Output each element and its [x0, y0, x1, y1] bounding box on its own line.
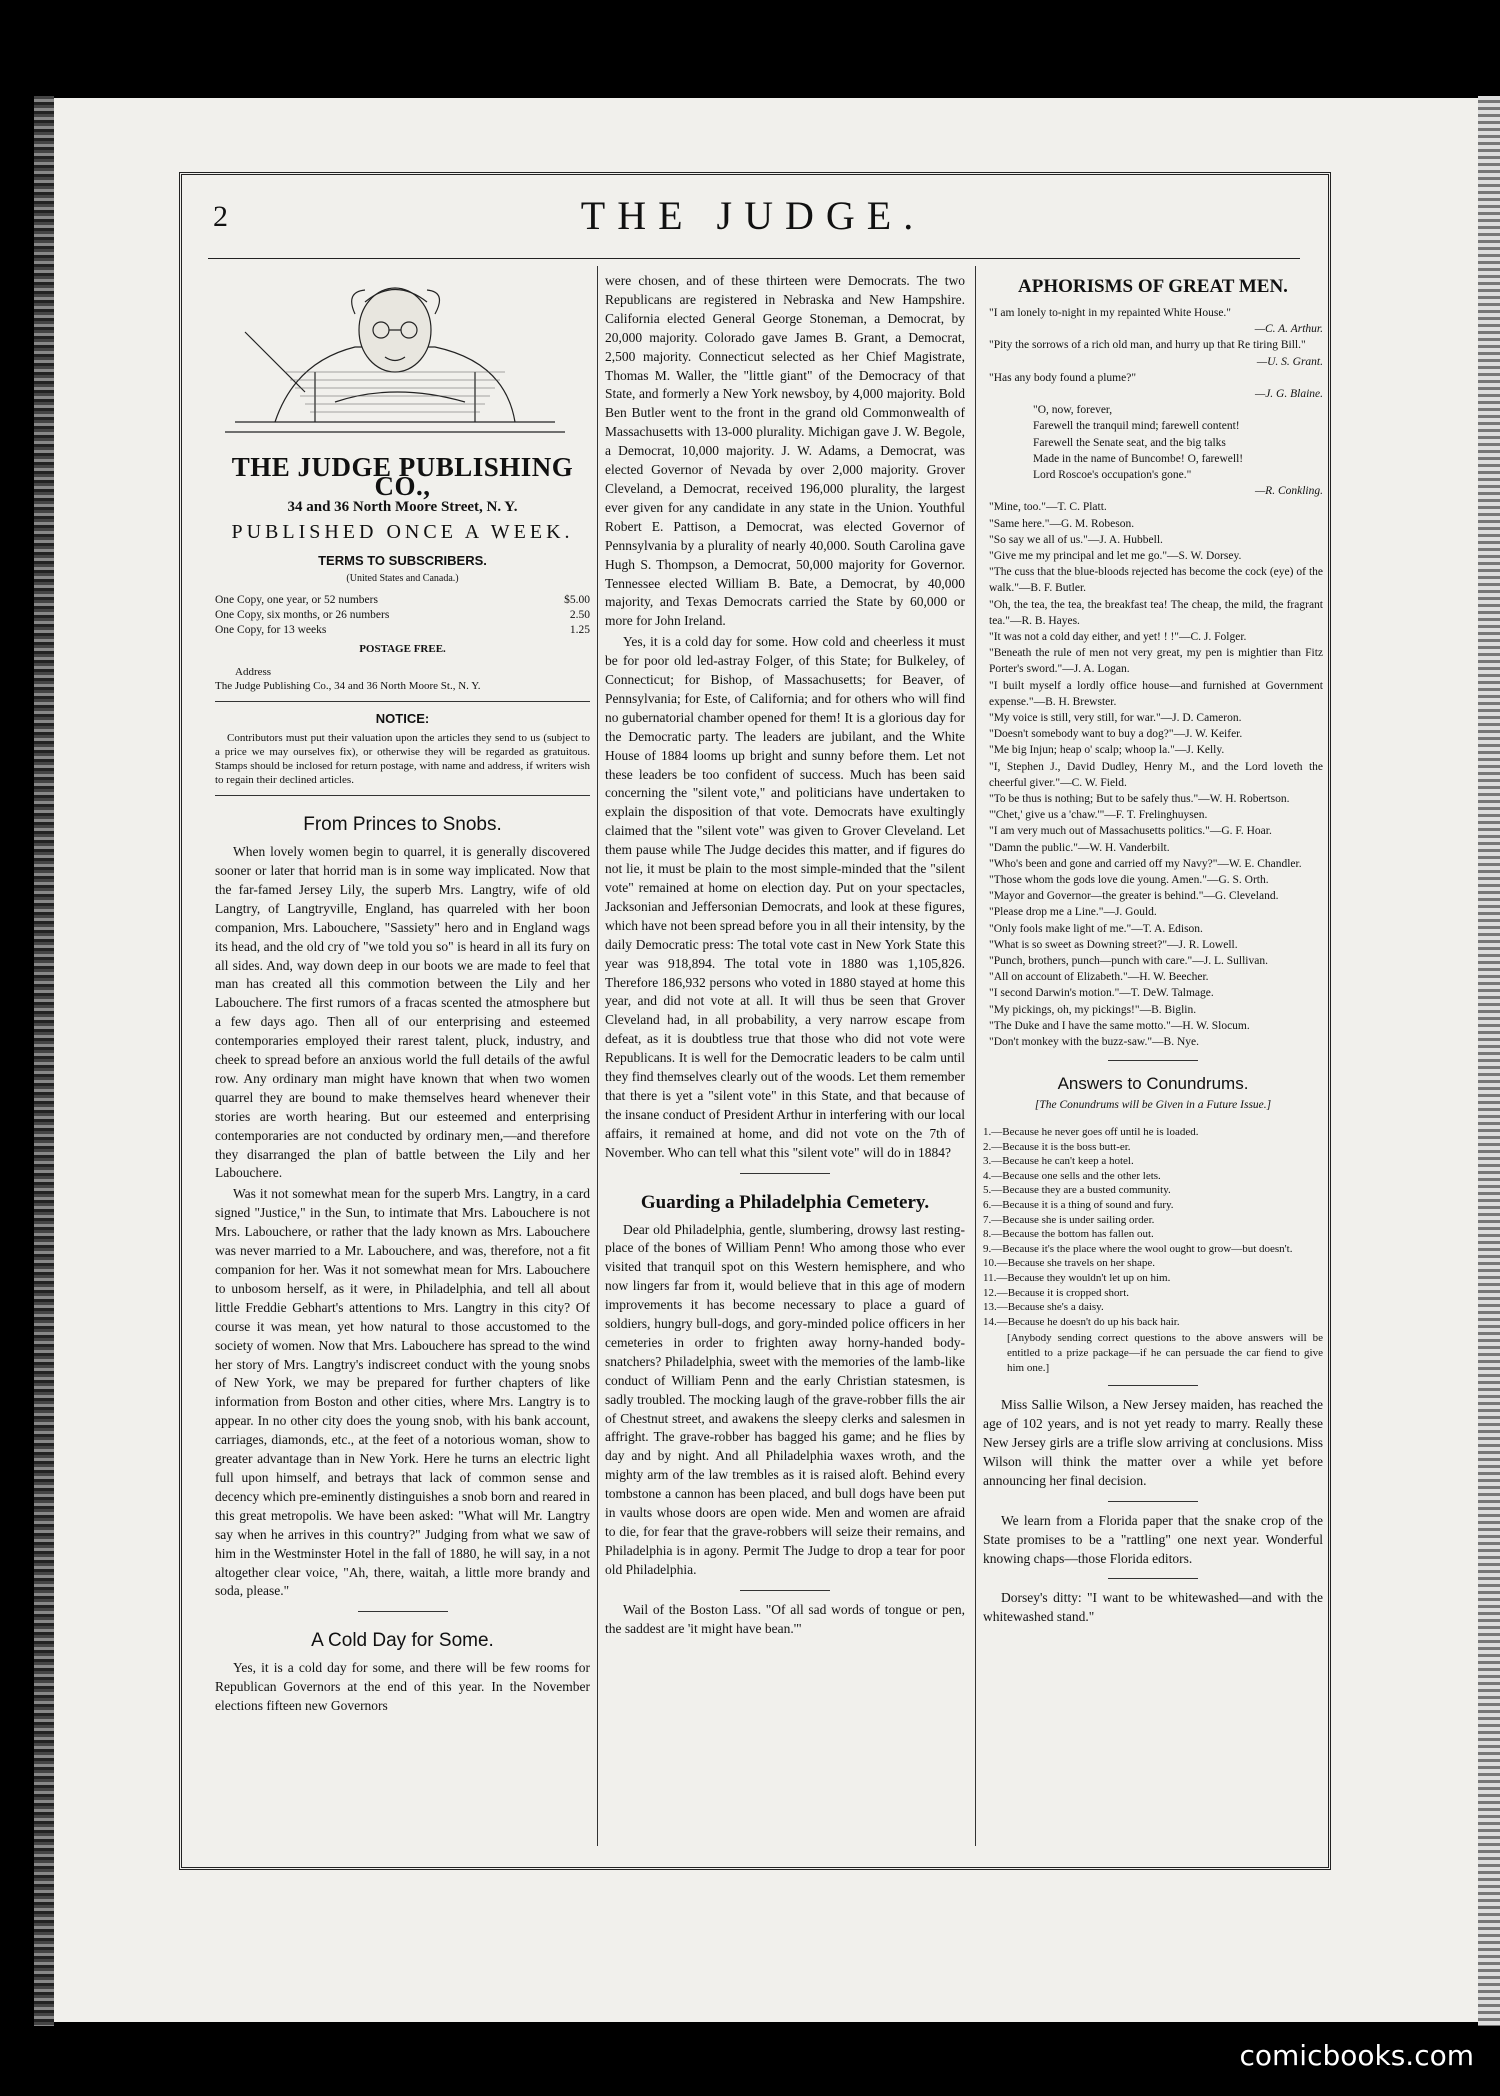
answer-item: 5.—Because they are a busted community.: [983, 1184, 1171, 1197]
terms-row: One Copy, for 13 weeks 1.25: [215, 624, 590, 637]
publisher-name: THE JUDGE PUBLISHING CO.,: [231, 451, 574, 501]
aphorism-quote: "I second Darwin's motion."—T. DeW. Talmage.: [989, 987, 1214, 1000]
article-title: Answers to Conundrums.: [1057, 1074, 1249, 1094]
divider: [1108, 1578, 1198, 1579]
aphorism-quote: "The Duke and I have the same motto."—H. W. Slocum.: [989, 1019, 1250, 1032]
aphorism-quote: "Me big Injun; heap o' scalp; whoop la."—J. Kelly.: [989, 744, 1225, 757]
answer-item: 3.—Because he can't keep a hotel.: [983, 1155, 1134, 1168]
terms-row: One Copy, one year, or 52 numbers $5.00: [215, 594, 590, 607]
divider: [1108, 1385, 1198, 1386]
divider: [740, 1173, 830, 1174]
page-edge: [1478, 96, 1500, 2026]
aphorism-author: —C. A. Arthur.: [1254, 323, 1323, 336]
divider: [1108, 1501, 1198, 1502]
answer-item: 12.—Because it is cropped short.: [983, 1286, 1130, 1299]
publication-frequency: PUBLISHED ONCE A WEEK.: [231, 520, 574, 543]
article-paragraph: Was it not somewhat mean for the superb Mrs. Langtry, in a card signed "Justice," in the Sun, to intimate that Mrs. Labouchere is not Mrs. Labouchere, or rather that the lady known as Mrs. Labouchere was never married to a Mr. Labouchere, and was, therefore, not a fit companion for her. Was it not somewhat mean for Mrs. Labouchere to unbosom herself, as it were, in Philadelphia, and tell all about little Freddie Gebhart's attentions to Mrs. Langtry in this city? Of course it was mean, yet how natural to those accustomed to the society of women. Now that Mrs. Labouchere has spread to the wind her story of Mrs. Langtry's indiscreet conduct with the young snobs of New York, we may be prepared for further chapters of like information from Boston and other cities, where Mrs. Langtry is to appear. In no other city does the young snob, with his bank account, carriages, diamonds, etc., at the feet of a notorious woman, show to greater advantage than in New York. Here he turns an electric light full upon himself, and betrays that lack of common sense and decency which pre-eminently distinguishes a snob born and reared in this great metropolis. We have been asked: "What will Mr. Langtry say when he arrives in this country?" Judging from what we saw of him in the Westminster Hotel in the fall of 1880, he will say, in a not altogether clear voice, "Ah, there, waitah, a little more brandy and soda, please.": [215, 1186, 590, 1599]
answer-item: 10.—Because she travels on her shape.: [983, 1257, 1155, 1270]
aphorism-quote: "To be thus is nothing; But to be safely thus."—W. H. Robertson.: [989, 793, 1290, 805]
terms-row: One Copy, six months, or 26 numbers 2.50: [215, 609, 590, 622]
aphorism-quote: "Damn the public."—W. H. Vanderbilt.: [989, 841, 1170, 854]
column-1: [215, 272, 590, 1718]
aphorism-quote: "Pity the sorrows of a rich old man, and hurry up that Re tiring Bill.": [989, 339, 1306, 352]
article-paragraph: Dear old Philadelphia, gentle, slumbering, drowsy last resting-place of the bones of William Penn! Who among those who ever visited that tranquil spot on this Western hemisphere, and who now lingers far from it, would believe that in this age of modern improvements it has become necessary to place a guard of soldiers, hungry bull-dogs, and gory-minded police officers in her cemeteries in order to frighten away horny-handed body-snatchers? Philadelphia, sweet with the memories of the lamb-like conduct of William Penn and the early Christian statesmen, is sadly troubled. The mocking laugh of the grave-robber fills the air of Chestnut street, and awakens the sleepy clerks and salesmen in affright. The grave-robber has bagged his game; and he flies by day and by night. And all Philadelphia waxes wroth, and the mighty arm of the law trembles as it is raised aloft. Behind every tombstone a cannon has been placed, and bull dogs have been put in vaults whose doors are open wide. Men and women are afraid to die, for fear that the grave-robbers will seize their remains, and Philadelphia is in agony. Permit The Judge to drop a tear for poor old Philadelphia.: [605, 1221, 965, 1577]
aphorism-quote: "I built myself a lordly office house—and furnished at Government expense."—B. H. Brewster.: [989, 679, 1323, 708]
answers-note: [The Conundrums will be Given in a Future Issue.]: [1034, 1099, 1272, 1112]
aphorism-author: —U. S. Grant.: [1256, 355, 1323, 368]
aphorism-quote: "Oh, the tea, the tea, the breakfast tea! The cheap, the mild, the fragrant tea."—R. B. Hayes.: [989, 598, 1323, 627]
aphorism-quote: "I am very much out of Massachusetts politics."—G. F. Hoar.: [989, 825, 1272, 838]
column-2: [605, 272, 965, 1641]
book-binding: [34, 96, 54, 2026]
article-paragraph: We learn from a Florida paper that the snake crop of the State promises to be a "rattling" one next year. Wonderful knowing chaps—those Florida editors.: [983, 1512, 1323, 1566]
aphorism-quote: "My pickings, oh, my pickings!"—B. Biglin.: [989, 1003, 1197, 1016]
divider: [215, 795, 590, 796]
verse-line: Made in the name of Buncombe! O, farewell!: [1033, 452, 1244, 465]
aphorism-author: —R. Conkling.: [1254, 485, 1323, 498]
aphorism-quote: "It was not a cold day either, and yet! ! !"—C. J. Folger.: [989, 630, 1247, 643]
aphorism-quote: "I, Stephen J., David Dudley, Henry M., and the Lord loveth the cheerful giver."—C. W. Field.: [989, 760, 1323, 789]
divider: [1108, 1060, 1198, 1061]
answers-list: [983, 1125, 1323, 1329]
answer-item: 6.—Because it is a thing of sound and fury.: [983, 1199, 1174, 1212]
divider: [740, 1590, 830, 1591]
column-3: [983, 272, 1323, 1629]
aphorism-quote: "Give me my principal and let me go."—S. W. Dorsey.: [989, 549, 1242, 562]
terms-heading: TERMS TO SUBSCRIBERS.: [318, 552, 487, 568]
aphorism-quote: "All on account of Elizabeth."—H. W. Beecher.: [989, 971, 1209, 984]
aphorism-quote: "My voice is still, very still, for war."—J. D. Cameron.: [989, 711, 1242, 724]
aphorism-quote: "Mayor and Governor—the greater is behind."—G. Cleveland.: [989, 890, 1279, 903]
aphorism-quote: "Don't monkey with the buzz-saw."—B. Nye.: [989, 1036, 1200, 1049]
aphorism-quote: "Who's been and gone and carried off my Navy?"—W. E. Chandler.: [989, 857, 1302, 870]
aphorism-quote: "The cuss that the blue-bloods rejected has become the cock (eye) of the walk."—B. F. Butler.: [989, 566, 1323, 595]
verse-line: Farewell the tranquil mind; farewell content!: [1033, 420, 1240, 433]
aphorism-quote: "'Chet,' give us a 'chaw.'"—F. T. Frelinghuysen.: [989, 809, 1208, 822]
article-paragraph: were chosen, and of these thirteen were Democrats. The two Republicans are registered in Nebraska and New Hampshire. California elected General George Stoneman, a Democrat, by 20,000 majority. Colorado gave James B. Grant, a Democrat, 2,500 majority. Connecticut selected as her Chief Magistrate, Thomas M. Waller, the "little giant" of the Democracy of that State, and formerly a New York newsboy, by 4,000 majority. Bold Ben Butler went to the front in the grand old Commonwealth of Massachusetts with 13-000 plurality. Michigan gave J. W. Begole, a Democrat, 10,000 majority. J. W. Adams, a Democrat, was elected Governor of Nevada by over 2,000 majority. Grover Cleveland, a Democrat, received 196,000 plurality, the largest ever given for any candidate in any state in the Union. Youthful Robert E. Pattison, a Democrat, was elected Governor of Pennsylvania by a plurality of nearly 40,000. South Carolina gave Hugh S. Thompson, a Democrat, 50,000 majority for Governor. Tennessee elected William B. Bate, a Democrat, by 40,000 majority, and Texas Democrats carried the State by 60,000 or more for John Ireland.: [605, 273, 965, 629]
article-title: Guarding a Philadelphia Cemetery.: [640, 1191, 930, 1213]
aphorism-quote: "Same here."—G. M. Robeson.: [989, 517, 1135, 530]
verse-line: Lord Roscoe's occupation's gone.": [1033, 468, 1192, 481]
aphorism-quote: "Mine, too."—T. C. Platt.: [989, 501, 1107, 514]
page-number: 2: [213, 200, 228, 233]
address-line: The Judge Publishing Co., 34 and 36 North Moore St., N. Y.: [215, 680, 481, 693]
column-rule: [597, 266, 598, 1846]
article-paragraph: When lovely women begin to quarrel, it is generally discovered sooner or later that horrid man is in some way implicated. Now that the far-famed Jersey Lily, the superb Mrs. Langtry, wife of old Langtry, of Langtryville, England, has quarreled with her boon companion, Mrs. Labouchere, "Sassiety" hero and in England wags its head, and the old cry of "we told you so" is heard in all its fury on all sides. And, way down deep in our boots we are made to feel that man has created all this commotion between the Lily and her Labouchere. The first rumors of a fracas scented the atmosphere but a few days ago. Then all of our enterprising and esteemed contemporaries employed their rarest talent, pluck, industry, and cheek to spread before an anxious world the full details of the awful row. Any ordinary man might have known that when two women quarrel they are bound to make themselves heard whenever their stories are worth hearing. But our esteemed and enterprising contemporaries are not conducted by ordinary men,—and therefore they disarranged the plan of battle between the Lily and her Labouchere.: [215, 844, 590, 1181]
article-paragraph: Miss Sallie Wilson, a New Jersey maiden, has reached the age of 102 years, and is not yet ready to marry. Really these New Jersey girls are a trifle slow arriving at conclusions. Miss Wilson will think the matter over a while yet before announcing her final decision.: [983, 1397, 1323, 1488]
answer-item: 4.—Because one sells and the other lets.: [983, 1169, 1161, 1182]
terms-subheading: (United States and Canada.): [346, 573, 459, 585]
masthead-title: THE JUDGE.: [580, 193, 926, 238]
verse-line: Farewell the Senate seat, and the big talks: [1033, 436, 1226, 449]
article-title: From Princes to Snobs.: [303, 814, 502, 836]
aphorism-quote: "I am lonely to-night in my repainted White House.": [989, 306, 1231, 319]
article-paragraph: Dorsey's ditty: "I want to be whitewashed—and with the whitewashed stand.": [983, 1590, 1323, 1625]
aphorism-quote: "What is so sweet as Downing street?"—J. R. Lowell.: [989, 938, 1238, 951]
answer-item: 1.—Because he never goes off until he is loaded.: [983, 1126, 1199, 1139]
article-title: A Cold Day for Some.: [311, 1630, 494, 1652]
aphorism-author: —J. G. Blaine.: [1254, 387, 1323, 400]
aphorisms-list: [983, 305, 1323, 1050]
notice-heading: NOTICE:: [375, 711, 430, 727]
answer-item: 7.—Because she is under sailing order.: [983, 1213, 1155, 1226]
aphorism-quote: "Has any body found a plume?": [989, 371, 1137, 384]
article-title: APHORISMS OF GREAT MEN.: [1018, 276, 1288, 297]
answer-item: 13.—Because she's a daisy.: [983, 1301, 1104, 1314]
notice-text: Contributors must put their valuation upon the articles they send to us (subject to a price we may ourselves fix), or otherwise they will be regarded as gratuitous. Stamps should be inclosed for return postage, with name and address, if writers wish to regain their declined articles.: [215, 732, 590, 787]
article-paragraph: Wail of the Boston Lass. "Of all sad words of tongue or pen, the saddest are 'it might have bean.'": [605, 1601, 965, 1636]
masthead-rule: [208, 258, 1300, 259]
answer-item: 11.—Because they wouldn't let up on him.: [983, 1272, 1171, 1284]
watermark: comicbooks.com: [1239, 2039, 1474, 2072]
answer-item: 9.—Because it's the place where the wool ought to grow—but doesn't.: [983, 1242, 1293, 1255]
postage-note: POSTAGE FREE.: [359, 643, 446, 656]
divider: [215, 701, 590, 702]
judge-illustration: [215, 272, 575, 442]
aphorism-quote: "Only fools make light of me."—T. A. Edison.: [989, 922, 1203, 935]
aphorism-quote: "Beneath the rule of men not very great, my pen is mightier than Fitz Porter's sword."—J. A. Logan.: [989, 647, 1323, 676]
answer-item: 2.—Because it is the boss butt-er.: [983, 1140, 1131, 1153]
address-label: Address: [235, 666, 272, 679]
verse-line: "O, now, forever,: [1033, 404, 1113, 417]
article-paragraph: Yes, it is a cold day for some. How cold and cheerless it must be for poor old led-astray Folger, of this State; for Bulkeley, of Connecticut; for Bishop, of Massachusetts; for Beaver, of Pennsylvania; for Este, of California; and for others who will find no gubernatorial chamber opened for them! It is a glorious day for the Democratic party. The leaders are jubilant, and the White House of 1884 looms up bright and sunny before them. Let not these leaders be too confident of success. Much has been said concerning the "silent vote," and politicians have undertaken to explain the disposition of that vote. Democrats have exultingly claimed that the "silent vote" was given to Grover Cleveland. Let them pause while The Judge decides this matter, and if figures do not lie, it must be plain to the most simple-minded that the "silent vote" remained at home on election day. Put on your spectacles, Jacksonian and Jeffersonian Democrats, and look at these figures, which have not been spread before you in all their intensity, by the daily Democratic press: The total vote cast in New York State this year was 918,894. The total vote in 1880 was 1,105,826. Therefore 186,932 persons who voted in 1880 stayed at home this year, and did not vote at all. It will thus be seen that Grover Cleveland had, in all probability, a very narrow escape from defeat, as it is doubtless true that those who did not vote were Republicans. It is well for the Democratic leaders to be calm until they find themselves clearly out of the woods. Let them remember that there is yet a "silent vote" in this State, and that because of the insane conduct of President Arthur in interfering with our local affairs, it remained at home, and did not vote on the 7th of November. Who can tell what this "silent vote" will do in 1884?: [605, 634, 965, 1160]
publisher-address: 34 and 36 North Moore Street, N. Y.: [287, 498, 518, 515]
divider: [358, 1611, 448, 1612]
aphorism-quote: "Those whom the gods love die young. Amen."—G. S. Orth.: [989, 874, 1269, 887]
aphorism-quote: "Punch, brothers, punch—punch with care."—J. L. Sullivan.: [989, 955, 1268, 968]
aphorism-quote: "So say we all of us."—J. A. Hubbell.: [989, 533, 1163, 546]
column-rule: [975, 266, 976, 1846]
answer-item: 14.—Because he doesn't do up his back hair.: [983, 1315, 1180, 1328]
answer-item: 8.—Because the bottom has fallen out.: [983, 1228, 1154, 1241]
aphorism-quote: "Please drop me a Line."—J. Gould.: [989, 906, 1157, 919]
answers-footer: [Anybody sending correct questions to the above answers will be entitled to a prize package—if he can persuade the car fiend to give him one.]: [1007, 1332, 1323, 1374]
aphorism-quote: "Doesn't somebody want to buy a dog?"—J. W. Keifer.: [989, 728, 1243, 741]
article-paragraph: Yes, it is a cold day for some, and there will be few rooms for Republican Governors at the end of this year. In the November elections fifteen new Governors: [215, 1660, 590, 1714]
aphorisms-list-2: [983, 499, 1323, 1050]
